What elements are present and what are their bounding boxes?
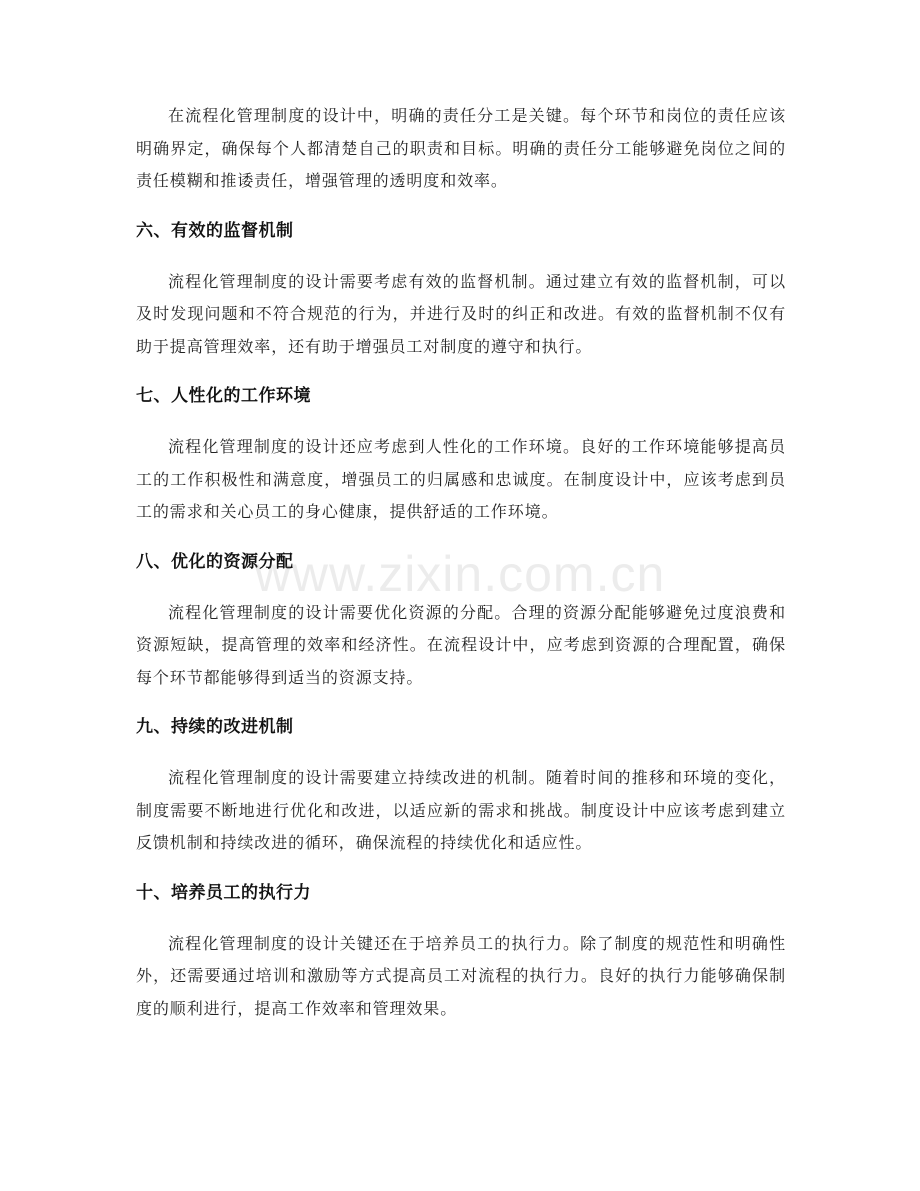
section-heading-10: 十、培养员工的执行力: [136, 882, 311, 903]
section-heading-6: 六、有效的监督机制: [136, 220, 294, 241]
section-heading-8: 八、优化的资源分配: [136, 551, 294, 572]
intro-paragraph: 在流程化管理制度的设计中，明确的责任分工是关键。每个环节和岗位的责任应该明确界定，确保每个人都清楚自己的职责和目标。明确的责任分工能够避免岗位之间的责任模糊和推诿责任，增强管理的透明度和效率。: [136, 106, 786, 190]
section-paragraph-7: 流程化管理制度的设计还应考虑到人性化的工作环境。良好的工作环境能够提高员工的工作积极性和满意度，增强员工的归属感和忠诚度。在制度设计中，应该考虑到员工的需求和关心员工的身心健康，提供舒适的工作环境。: [136, 437, 786, 521]
document-body: [136, 100, 786, 1025]
watermark-text: www.zixin.com.cn: [254, 546, 666, 602]
section-heading-9: 九、持续的改进机制: [136, 717, 294, 737]
section-paragraph-8: 流程化管理制度的设计需要优化资源的分配。合理的资源分配能够避免过度浪费和资源短缺，提高管理的效率和经济性。在流程设计中，应考虑到资源的合理配置，确保每个环节都能够得到适当的资源支持。: [136, 602, 786, 687]
section-paragraph-6: 流程化管理制度的设计需要考虑有效的监督机制。通过建立有效的监督机制，可以及时发现问题和不符合规范的行为，并进行及时的纠正和改进。有效的监督机制不仅有助于提高管理效率，还有助于增强员工对制度的遵守和执行。: [136, 271, 786, 356]
section-paragraph-10: 流程化管理制度的设计关键还在于培养员工的执行力。除了制度的规范性和明确性外，还需要通过培训和激励等方式提高员工对流程的执行力。良好的执行力能够确保制度的顺利进行，提高工作效率和管理效果。: [136, 933, 786, 1018]
section-paragraph-9: 流程化管理制度的设计需要建立持续改进的机制。随着时间的推移和环境的变化，制度需要不断地进行优化和改进，以适应新的需求和挑战。制度设计中应该考虑到建立反馈机制和持续改进的循环，确保流程的持续优化和适应性。: [136, 768, 786, 852]
section-heading-7: 七、人性化的工作环境: [136, 386, 311, 406]
